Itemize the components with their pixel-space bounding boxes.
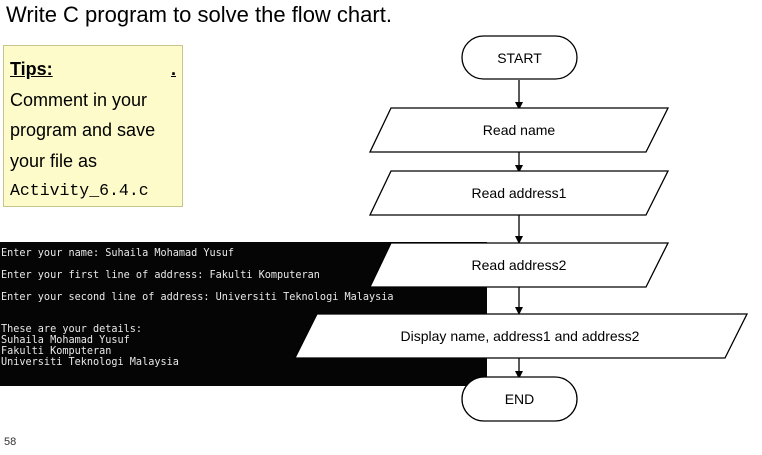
console-line-address1: Enter your first line of address: Fakulti Komputeran (1, 270, 320, 281)
end-label: END (504, 391, 535, 407)
console-line-details-heading: These are your details: (1, 324, 143, 335)
console-line-detail-name: Suhaila Mohamad Yusuf (1, 335, 130, 346)
read-name-label: Read name (482, 122, 556, 138)
console-line-address2: Enter your second line of address: Universiti Teknologi Malaysia (1, 292, 394, 303)
tips-filename: Activity_6.4.c (10, 181, 149, 200)
console-line-detail-address2: Universiti Teknologi Malaysia (1, 357, 179, 368)
page-number: 58 (4, 436, 17, 448)
read-address2-label: Read address2 (471, 257, 567, 273)
page-heading: Write C program to solve the flow chart. (6, 2, 392, 27)
tips-line-1: Comment in your (10, 89, 148, 110)
tips-line-3: your file as (10, 150, 98, 171)
display-label: Display name, address1 and address2 (400, 328, 640, 344)
console-line-name: Enter your name: Suhaila Mohamad Yusuf (1, 248, 235, 259)
tips-title-label: Tips: (10, 59, 53, 79)
tips-title-tail: . (170, 59, 176, 79)
start-label: START (497, 50, 542, 66)
tips-line-2: program and save (10, 120, 156, 140)
read-address1-label: Read address1 (471, 185, 567, 201)
console-line-detail-address1: Fakulti Komputeran (1, 346, 112, 357)
